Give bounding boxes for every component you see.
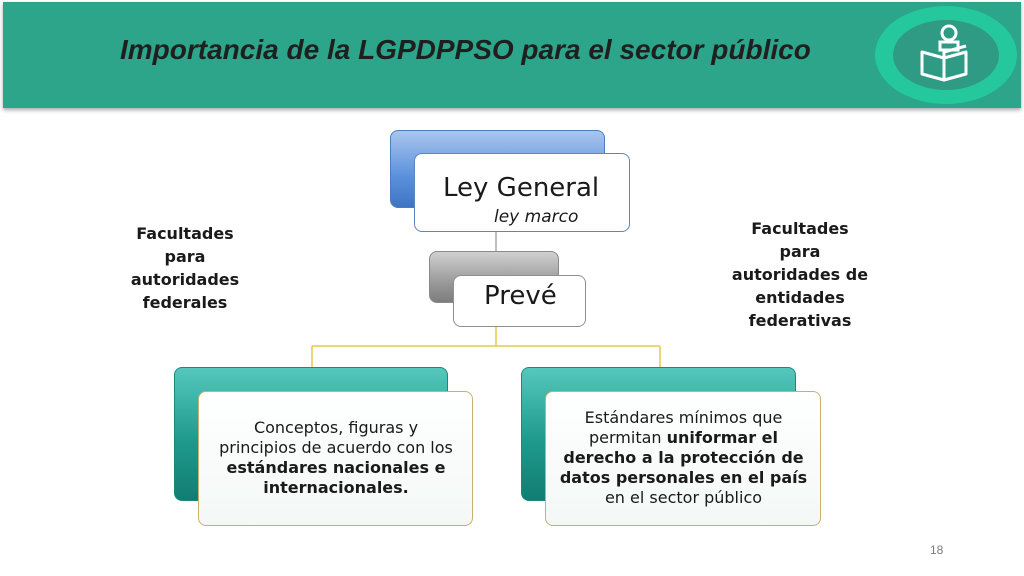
right-note-line: Facultades [751,219,849,238]
left-note-line: Facultades [136,224,234,243]
ley-general-subtitle: ley marco [494,207,579,227]
left-box-line-bold: estándares nacionales e [226,458,446,477]
left-note-line: federales [142,293,228,312]
right-box-line: permitan uniformar el [588,428,778,447]
left-box-text [200,418,472,498]
right-note-line: entidades [755,288,845,307]
right-note-line: para [779,242,821,261]
ley-general-title: Ley General [443,173,600,203]
page-number: 18 [930,543,944,557]
page-title: Importancia de la LGPDPPSO para el sector público [120,34,811,65]
left-box-line: principios de acuerdo con los [219,438,453,457]
right-note-line: autoridades de [731,265,869,284]
left-box-line-bold: internacionales. [263,478,409,497]
preve-title: Prevé [484,281,557,311]
right-box-line-bold: derecho a la protección de [563,448,804,467]
right-box-line-bold: datos personales en el país [559,468,808,487]
right-box-line: Estándares mínimos que [584,408,783,427]
right-box-text [547,408,820,508]
left-note-line: para [164,247,206,266]
right-note-line: federativas [748,311,852,330]
left-box-line: Conceptos, figuras y [253,418,419,437]
left-note-line: autoridades [130,270,240,289]
right-box-line: en el sector público [604,488,763,507]
